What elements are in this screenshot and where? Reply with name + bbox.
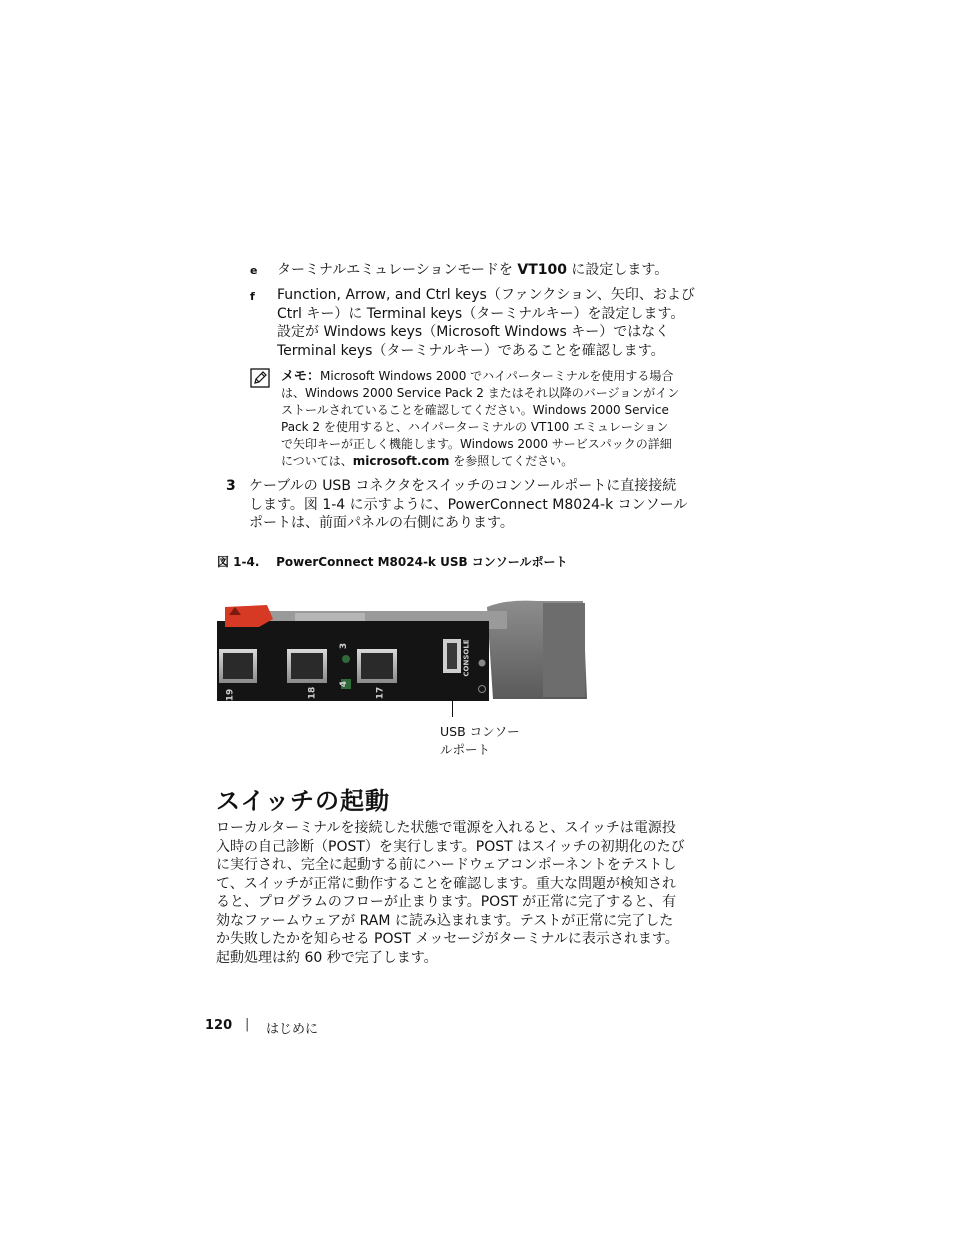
console-label: CONSOLE <box>462 639 471 677</box>
body-line: ると、プログラムのフローが止まります。POST が正常に完了すると、有 <box>216 894 677 910</box>
note-line <box>281 368 717 385</box>
note-label: メモ： <box>281 369 321 384</box>
callout-leader-line <box>452 700 453 717</box>
step-3-line: ポートは、前面パネルの右側にあります。 <box>249 515 514 531</box>
body-line: 入時の自己診断（POST）を実行します。POST はスイッチの初期化のたび <box>216 838 685 855</box>
port-label: 19 <box>225 688 236 702</box>
body-line: ローカルターミナルを接続した状態で電源を入れると、スイッチは電源投 <box>216 820 676 836</box>
note-line <box>281 453 717 470</box>
step-e-text <box>277 261 722 280</box>
callout-line: USB コンソー <box>440 724 520 739</box>
step-f-line: Terminal keys（ターミナルキー）であることを確認します。 <box>277 342 665 359</box>
step-f-line: Function, Arrow, and Ctrl keys（ファンクション、矢印、および <box>277 287 695 303</box>
footer-chapter: はじめに <box>266 1022 319 1037</box>
step-3-line: します。図 1-4 に示すように、PowerConnect M8024-k コンソール <box>249 496 688 513</box>
section-body <box>216 819 716 967</box>
figure-callout <box>440 723 550 759</box>
step-f-line: 設定が Windows keys（Microsoft Windows キー）ではなく <box>277 324 670 340</box>
step-letter-e: e <box>250 264 258 277</box>
body-line: て、スイッチが正常に動作することを確認します。重大な問題が検知され <box>216 875 677 892</box>
step-f-line: Ctrl キー）に Terminal keys（ターミナルキー）を設定します。 <box>277 305 685 322</box>
note-line: で矢印キーが正しく機能します。Windows 2000 サービスパックの詳細 <box>281 437 672 451</box>
step-e-before: ターミナルエミュレーションモードを <box>277 262 518 278</box>
note-last-after: を参照してください。 <box>449 454 574 468</box>
led-label: 3 <box>339 642 350 650</box>
step-3-line: ケーブルの USB コネクタをスイッチのコンソールポートに直接接続 <box>249 478 677 494</box>
step-e-after: に設定します。 <box>566 262 669 278</box>
step-3-text <box>249 477 719 533</box>
note-line: は、Windows 2000 Service Pack 2 またはそれ以降のバージョンがイン <box>281 386 680 400</box>
port-label: 18 <box>307 686 318 700</box>
port-label: 17 <box>375 686 386 700</box>
body-line: か失敗したかを知らせる POST メッセージがターミナルに表示されます。 <box>216 931 679 947</box>
note-block <box>281 368 717 470</box>
note-line: Pack 2 を使用すると、ハイパーターミナルの VT100 エミュレーション <box>281 420 669 434</box>
footer-separator: | <box>245 1017 250 1032</box>
step-f-text <box>277 286 722 360</box>
note-line-text: Microsoft Windows 2000 でハイパーターミナルを使用する場合 <box>320 369 674 383</box>
note-link-text: microsoft.com <box>352 454 450 468</box>
note-pencil-icon <box>250 368 270 392</box>
note-line: ストールされていることを確認してください。Windows 2000 Service <box>281 403 669 417</box>
body-line: 起動処理は約 60 秒で完了します。 <box>216 949 438 966</box>
step-letter-f: f <box>250 290 255 303</box>
section-heading: スイッチの起動 <box>216 787 391 815</box>
page-number: 120 <box>205 1018 233 1033</box>
figure-caption: 図 1-4. PowerConnect M8024-k USB コンソールポート <box>217 555 568 569</box>
callout-line: ルポート <box>440 742 491 757</box>
note-last-before: については、 <box>281 454 353 468</box>
step-e-bold: VT100 <box>517 262 567 278</box>
step-number-3: 3 <box>226 478 236 494</box>
body-line: に実行され、完全に起動する前にハードウェアコンポーネントをテストし <box>216 857 677 873</box>
switch-front-panel-image <box>217 597 589 709</box>
body-line: 効なファームウェアが RAM に読み込まれます。テストが正常に完了した <box>216 912 674 929</box>
led-label: 4 <box>339 680 350 688</box>
